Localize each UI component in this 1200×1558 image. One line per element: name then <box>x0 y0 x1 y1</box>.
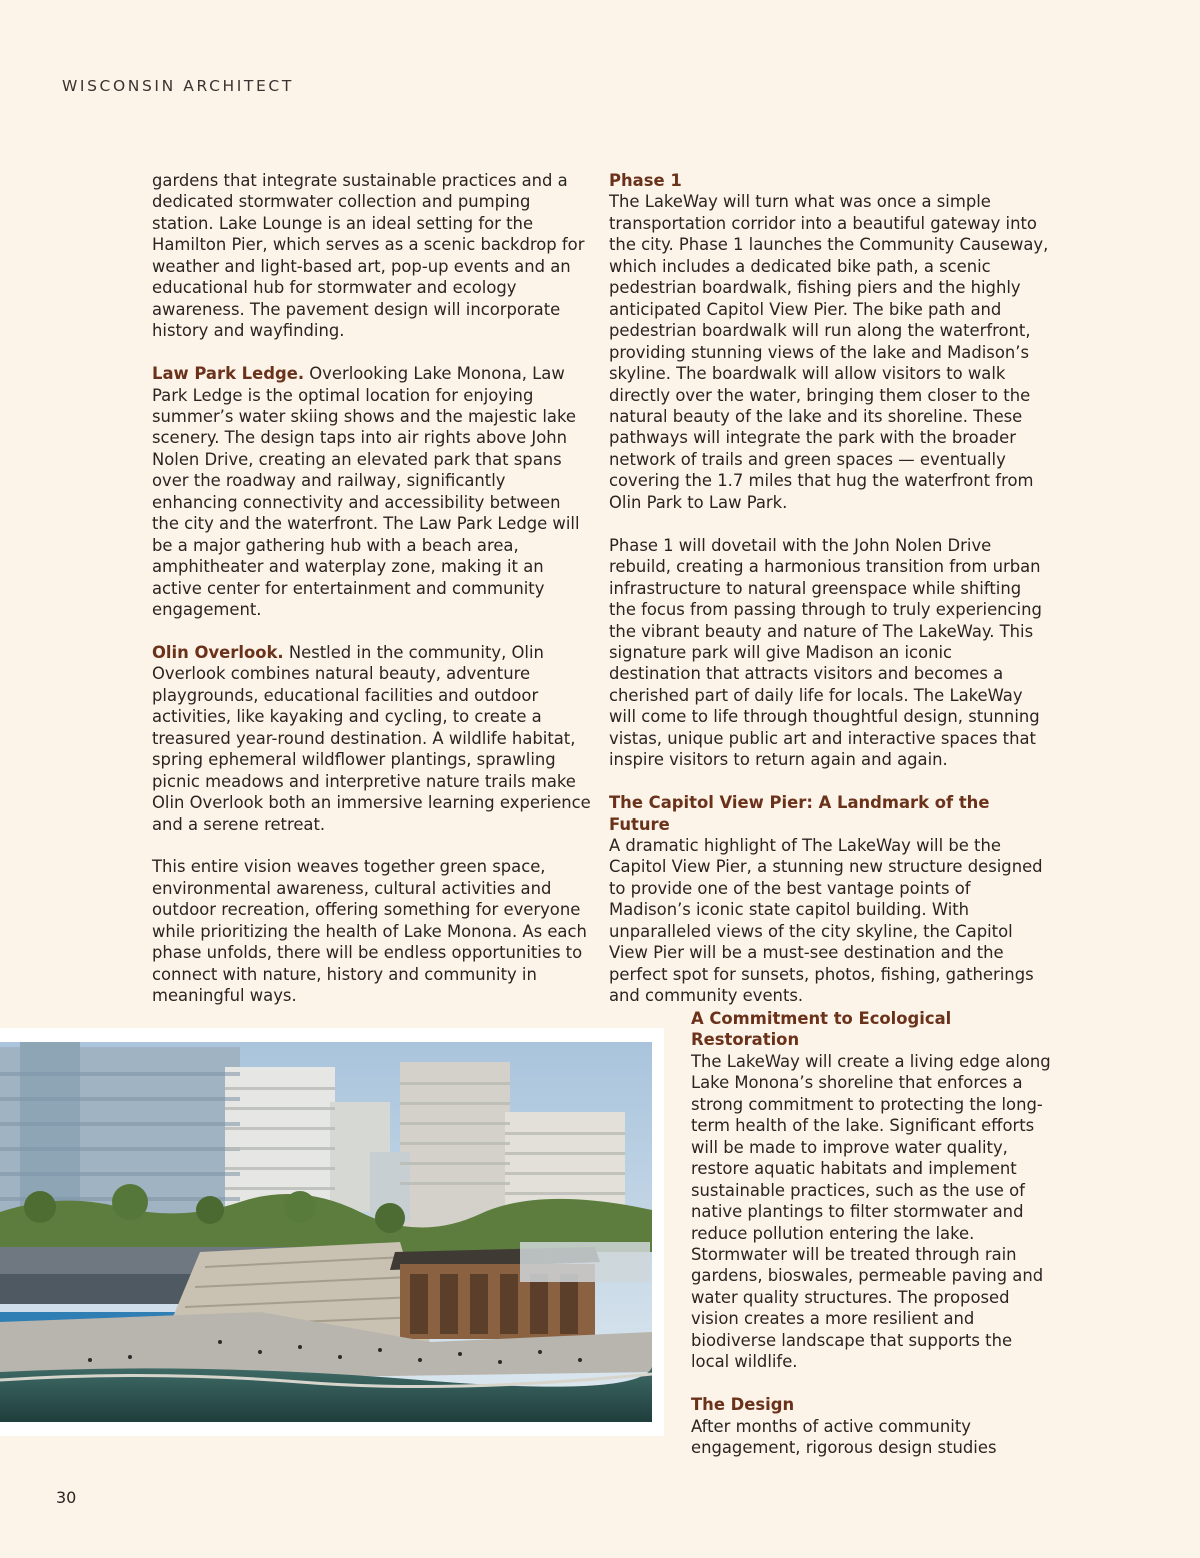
phase-1-heading: Phase 1 <box>609 171 682 190</box>
ecological-restoration-heading: A Commitment to Ecological Restoration <box>691 1009 952 1050</box>
page-number: 30 <box>56 1488 77 1507</box>
bottom-right-column <box>691 1008 1051 1459</box>
phase-1-paragraph-2: Phase 1 will dovetail with the John Nolen Drive rebuild, creating a harmonious transition from urban infrastructure to natural greenspace while shifting the focus from passing through to truly experiencing the vibrant beauty and nature of The LakeWay. This signature park will give Madison an iconic destination that attracts visitors and becomes a cherished part of daily life for locals. The LakeWay will come to life through thoughtful design, stunning vistas, unique public art and interactive spaces that inspire visitors to return again and again. <box>609 535 1042 770</box>
intro-paragraph: gardens that integrate sustainable practices and a dedicated stormwater collection and pumping station. Lake Lounge is an ideal setting for the Hamilton Pier, which serves as a scenic backdrop for weather and light-based art, pop-up events and an educational hub for stormwater and ecology awareness. The pavement design will incorporate history and wayfinding. <box>152 171 585 341</box>
capitol-view-pier-paragraph: The Capitol View Pier: A Landmark of the Future A dramatic highlight of The LakeWay will be the Capitol View Pier, a stunning new structure designed to provide one of the best vantage points of Madison’s iconic state capitol building. With unparalleled views of the city skyline, the Capitol View Pier will be a must-see destination and the perfect spot for sunsets, photos, fishing, gatherings and community events. <box>609 792 1049 1007</box>
capitol-view-pier-heading: The Capitol View Pier: A Landmark of the Future <box>609 793 990 834</box>
phase-1-paragraph: Phase 1 The LakeWay will turn what was once a simple transportation corridor into a beautiful gateway into the city. Phase 1 launches the Community Causeway, which includes a dedicated bike path, a scenic pedestrian boardwalk, fishing piers and the highly anticipated Capitol View Pier. The bike path and pedestrian boardwalk will run along the waterfront, providing stunning views of the lake and Madison’s skyline. The boardwalk will allow visitors to walk directly over the water, bringing them closer to the natural beauty of the lake and its shoreline. These pathways will integrate the park with the broader network of trails and green spaces — eventually covering the 1.7 miles that hug the waterfront from Olin Park to Law Park. <box>609 171 1049 512</box>
law-park-ledge-heading: Law Park Ledge. <box>152 364 305 384</box>
olin-overlook-heading: Olin Overlook. <box>152 642 284 662</box>
ecological-restoration-paragraph: A Commitment to Ecological Restoration The LakeWay will create a living edge along Lake Monona’s shoreline that enforces a strong commitment to protecting the long-term health of the lake. Significant efforts will be made to improve water quality, restore aquatic habitats and implement sustainable practices, such as the use of native plantings to filter stormwater and reduce pollution entering the lake. Stormwater will be treated through rain gardens, bioswales, permeable paving and water quality structures. The proposed vision creates a more resilient and biodiverse landscape that supports the local wildlife. <box>691 1009 1051 1372</box>
right-column <box>609 170 1049 1007</box>
masthead: WISCONSIN ARCHITECT <box>62 77 294 95</box>
left-column <box>152 170 592 1007</box>
lakeway-rendering-image <box>0 1042 652 1422</box>
olin-overlook-paragraph: Olin Overlook. Nestled in the community, Olin Overlook combines natural beauty, adventure playgrounds, educational facilities and outdoor activities, like kayaking and cycling, to create a treasured year-round destination. A wildlife habitat, spring ephemeral wildflower plantings, sprawling picnic meadows and interpretive nature trails make Olin Overlook both an immersive learning experience and a serene retreat. <box>152 642 591 834</box>
closing-paragraph: This entire vision weaves together green space, environmental awareness, cultural activities and outdoor recreation, offering something for everyone while prioritizing the health of Lake Monona. As each phase unfolds, there will be endless opportunities to connect with nature, history and community in meaningful ways. <box>152 857 587 1006</box>
design-heading: The Design <box>691 1395 795 1415</box>
law-park-ledge-paragraph: Law Park Ledge. Overlooking Lake Monona, Law Park Ledge is the optimal location for enjoying summer’s water skiing shows and the majestic lake scenery. The design taps into air rights above John Nolen Drive, creating an elevated park that spans over the roadway and railway, significantly enhancing connectivity and accessibility between the city and the waterfront. The Law Park Ledge will be a major gathering hub with a beach area, amphitheater and waterplay zone, making it an active center for entertainment and community engagement. <box>152 364 580 620</box>
design-paragraph: The Design After months of active community engagement, rigorous design studies <box>691 1394 1051 1458</box>
